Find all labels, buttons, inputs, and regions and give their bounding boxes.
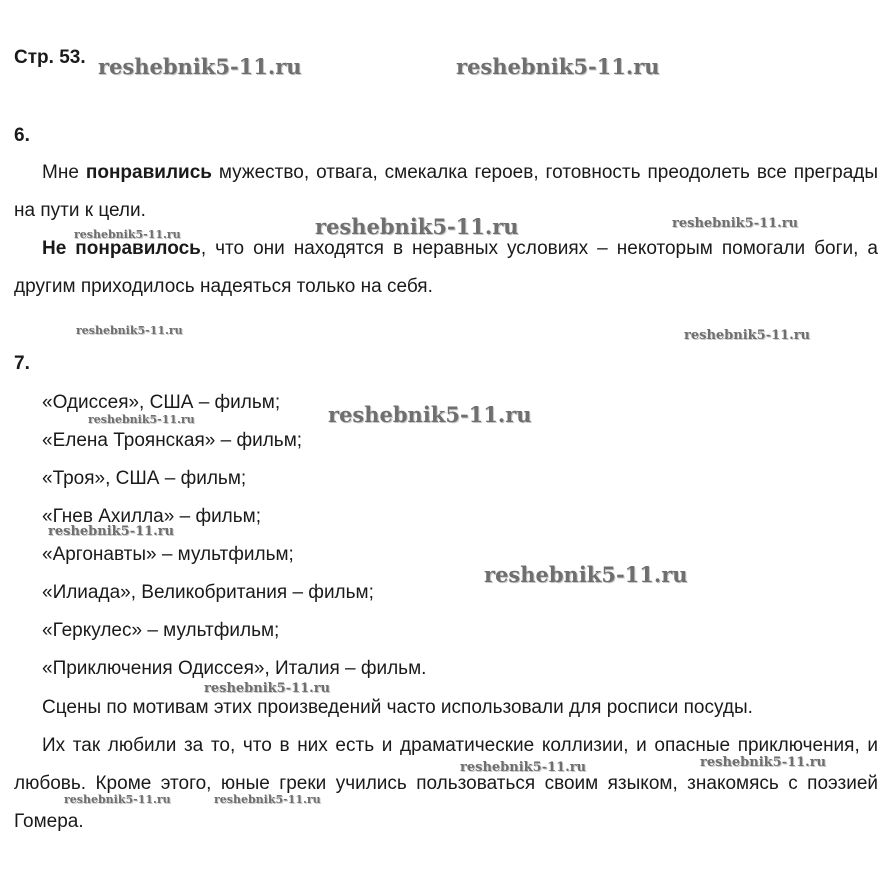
watermark: reshebnik5-11.ru [48,524,175,539]
watermark: reshebnik5-11.ru [98,54,302,79]
watermark: reshebnik5-11.ru [76,324,183,337]
watermark: reshebnik5-11.ru [204,681,331,696]
list-item: «Геркулес» – мультфильм; [42,620,280,641]
liked-bold: понравились [85,162,212,183]
watermark: reshebnik5-11.ru [315,214,519,239]
list-item: «Елена Троянская» – фильм; [42,430,303,451]
disliked-text: , что они находятся в неравных условиях – некоторым помогали боги, а другим приходилось надеяться только на себя. [14,238,878,297]
task-7-paragraph-reason: Их так любили за то, что в них есть и драматические коллизии, и опасные приключения, и любовь. Кроме этого, юные греки учились пользоваться своим языком, знакомясь с поэзией Гомера. [14,735,878,832]
list-item: «Гнев Ахилла» – фильм; [42,506,262,527]
list-item: «Приключения Одиссея», Италия – фильм. [42,658,427,679]
list-item: «Одиссея», США – фильм; [42,392,281,413]
list-item: «Троя», США – фильм; [42,468,247,489]
list-item: «Илиада», Великобритания – фильм; [42,582,374,603]
page-reference: Стр. 53. [14,47,86,68]
disliked-bold: Не понравилось [42,238,201,259]
watermark: reshebnik5-11.ru [88,413,195,426]
watermark: reshebnik5-11.ru [684,328,811,343]
watermark: reshebnik5-11.ru [74,228,181,241]
watermark: reshebnik5-11.ru [456,54,660,79]
liked-intro: Мне [42,162,86,183]
watermark: reshebnik5-11.ru [672,216,799,231]
watermark: reshebnik5-11.ru [64,793,171,806]
watermark: reshebnik5-11.ru [214,793,321,806]
task-6-number: 6. [14,125,30,146]
task-7-paragraph-pottery: Сцены по мотивам этих произведений часто использовали для росписи посуды. [42,697,753,718]
task-7-number: 7. [14,353,30,374]
watermark: reshebnik5-11.ru [484,562,688,587]
watermark: reshebnik5-11.ru [328,402,532,427]
liked-text: мужество, отвага, смекалка героев, готовность преодолеть все преграды на пути к цели. [14,162,879,221]
watermark: reshebnik5-11.ru [460,760,587,775]
task-6-paragraph-disliked [14,230,878,306]
watermark: reshebnik5-11.ru [700,755,827,770]
list-item: «Аргонавты» – мультфильм; [42,544,294,565]
